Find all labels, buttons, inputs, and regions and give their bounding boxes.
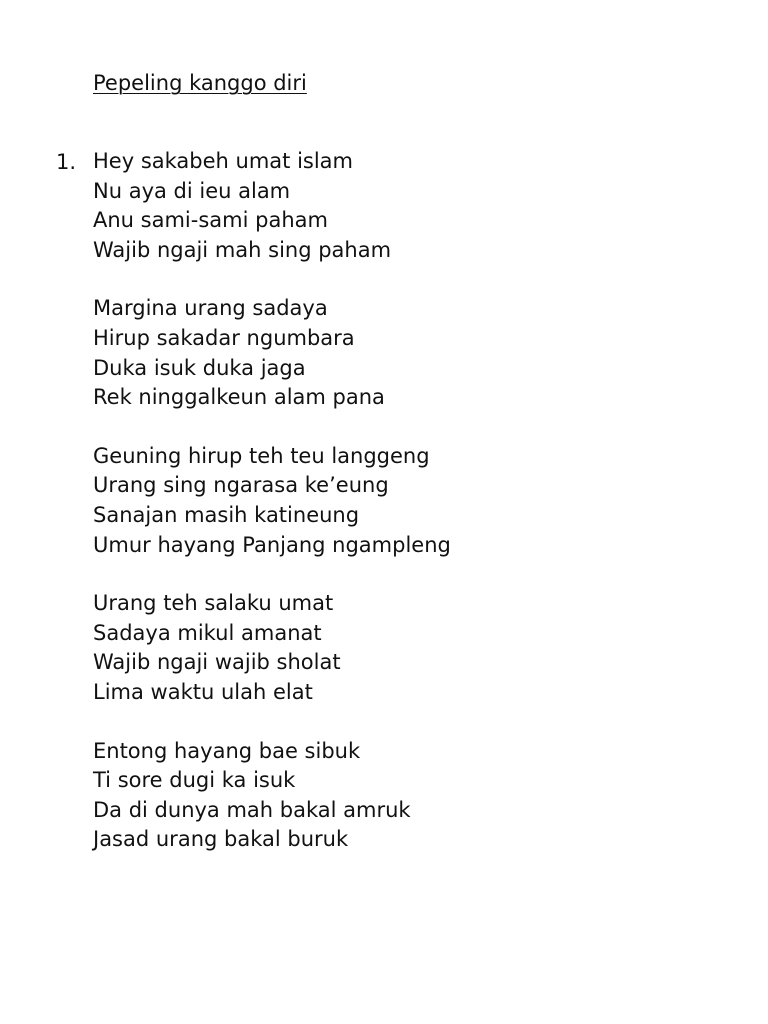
poem-line: Da di dunya mah bakal amruk [93, 797, 411, 822]
poem-line: Nu aya di ieu alam [93, 178, 291, 203]
poem-line: Jasad urang bakal buruk [93, 827, 349, 852]
poem-line: Ti sore dugi ka isuk [93, 768, 296, 793]
list-number: 1. [56, 150, 77, 174]
poem-line: Geuning hirup teh teu langgeng [93, 443, 430, 468]
stanza-4 [93, 589, 733, 707]
stanza-1 [93, 147, 733, 265]
stanza-3 [93, 442, 733, 560]
poem-line: Margina urang sadaya [93, 296, 328, 321]
poem-line: Urang sing ngarasa ke’eung [93, 473, 389, 498]
poem-line: Wajib ngaji wajib sholat [93, 650, 341, 675]
poem-line: Anu sami-sami paham [93, 208, 328, 233]
stanza-5 [93, 737, 733, 855]
poem-line: Sadaya mikul amanat [93, 620, 322, 645]
stanza-2 [93, 294, 733, 412]
poem-line: Duka isuk duka jaga [93, 355, 306, 380]
poem-line: Hirup sakadar ngumbara [93, 325, 355, 350]
poem-line: Hey sakabeh umat islam [93, 149, 353, 173]
document-title: Pepeling kanggo diri [93, 71, 307, 95]
poem-line: Urang teh salaku umat [93, 591, 334, 616]
poem-body [93, 147, 733, 884]
poem-line: Sanajan masih katineung [93, 502, 360, 527]
poem-line: Umur hayang Panjang ngampleng [93, 532, 451, 557]
poem-line: Rek ninggalkeun alam pana [93, 385, 385, 410]
poem-line: Wajib ngaji mah sing paham [93, 237, 392, 262]
poem-line: Lima waktu ulah elat [93, 679, 313, 704]
poem-line: Entong hayang bae sibuk [93, 738, 361, 763]
